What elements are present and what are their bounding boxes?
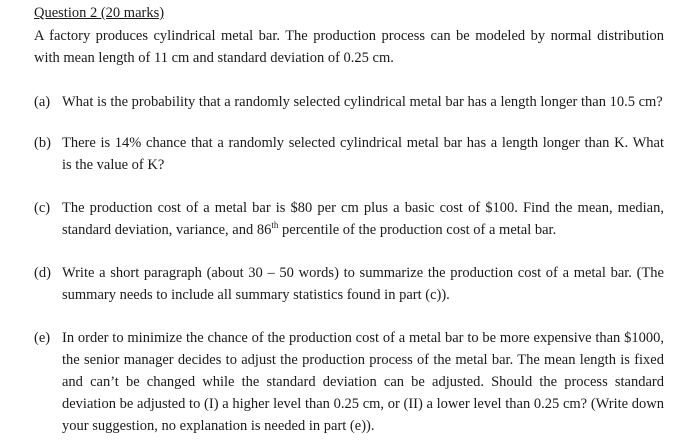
- part-line: What is the probability that a randomly selected cylindrical metal bar has a length longer than 10.5 cm?: [62, 94, 663, 110]
- ordinal-suffix: th: [271, 220, 279, 231]
- part-label: (c): [34, 200, 51, 216]
- part-label: (d): [34, 265, 51, 281]
- part-line: the senior manager decides to adjust the production process of the metal bar. The mean length is fixed: [62, 352, 664, 368]
- intro-line: A factory produces cylindrical metal bar. The production process can be modeled by normal distribution: [34, 28, 664, 44]
- part-label: (b): [34, 135, 51, 151]
- part-text: standard deviation, variance, and 86: [62, 222, 272, 238]
- intro-line: with mean length of 11 cm and standard deviation of 0.25 cm.: [34, 50, 394, 66]
- part-body: [62, 132, 664, 176]
- part-line: Write a short paragraph (about 30 – 50 words) to summarize the production cost of a metal bar. (The: [62, 265, 664, 281]
- part-body: [62, 197, 664, 241]
- part-line: There is 14% chance that a randomly selected cylindrical metal bar has a length longer than K. What: [62, 135, 664, 151]
- part-line: [62, 219, 664, 241]
- part-label: (e): [34, 330, 51, 346]
- part-line: In order to minimize the chance of the production cost of a metal bar to be more expensive than $1000,: [62, 330, 664, 346]
- part-line: and can’t be changed while the standard deviation can be adjusted. Should the process standard: [62, 374, 664, 390]
- part-text: percentile of the production cost of a metal bar.: [278, 222, 557, 238]
- part-body: [62, 327, 664, 437]
- part-line: deviation be adjusted to (I) a higher level than 0.25 cm, or (II) a lower level than 0.25 cm? (Write down: [62, 396, 664, 412]
- question-heading: Question 2 (20 marks): [34, 5, 165, 21]
- question-intro: [34, 25, 664, 69]
- part-line: summary needs to include all summary statistics found in part (c)).: [62, 287, 450, 303]
- part-line: your suggestion, no explanation is needed in part (e)).: [62, 418, 375, 434]
- part-line: The production cost of a metal bar is $80 per cm plus a basic cost of $100. Find the mean, median,: [62, 200, 664, 216]
- part-label: (a): [34, 94, 51, 110]
- part-body: [62, 91, 664, 113]
- part-body: [62, 262, 664, 306]
- part-line: is the value of K?: [62, 157, 165, 173]
